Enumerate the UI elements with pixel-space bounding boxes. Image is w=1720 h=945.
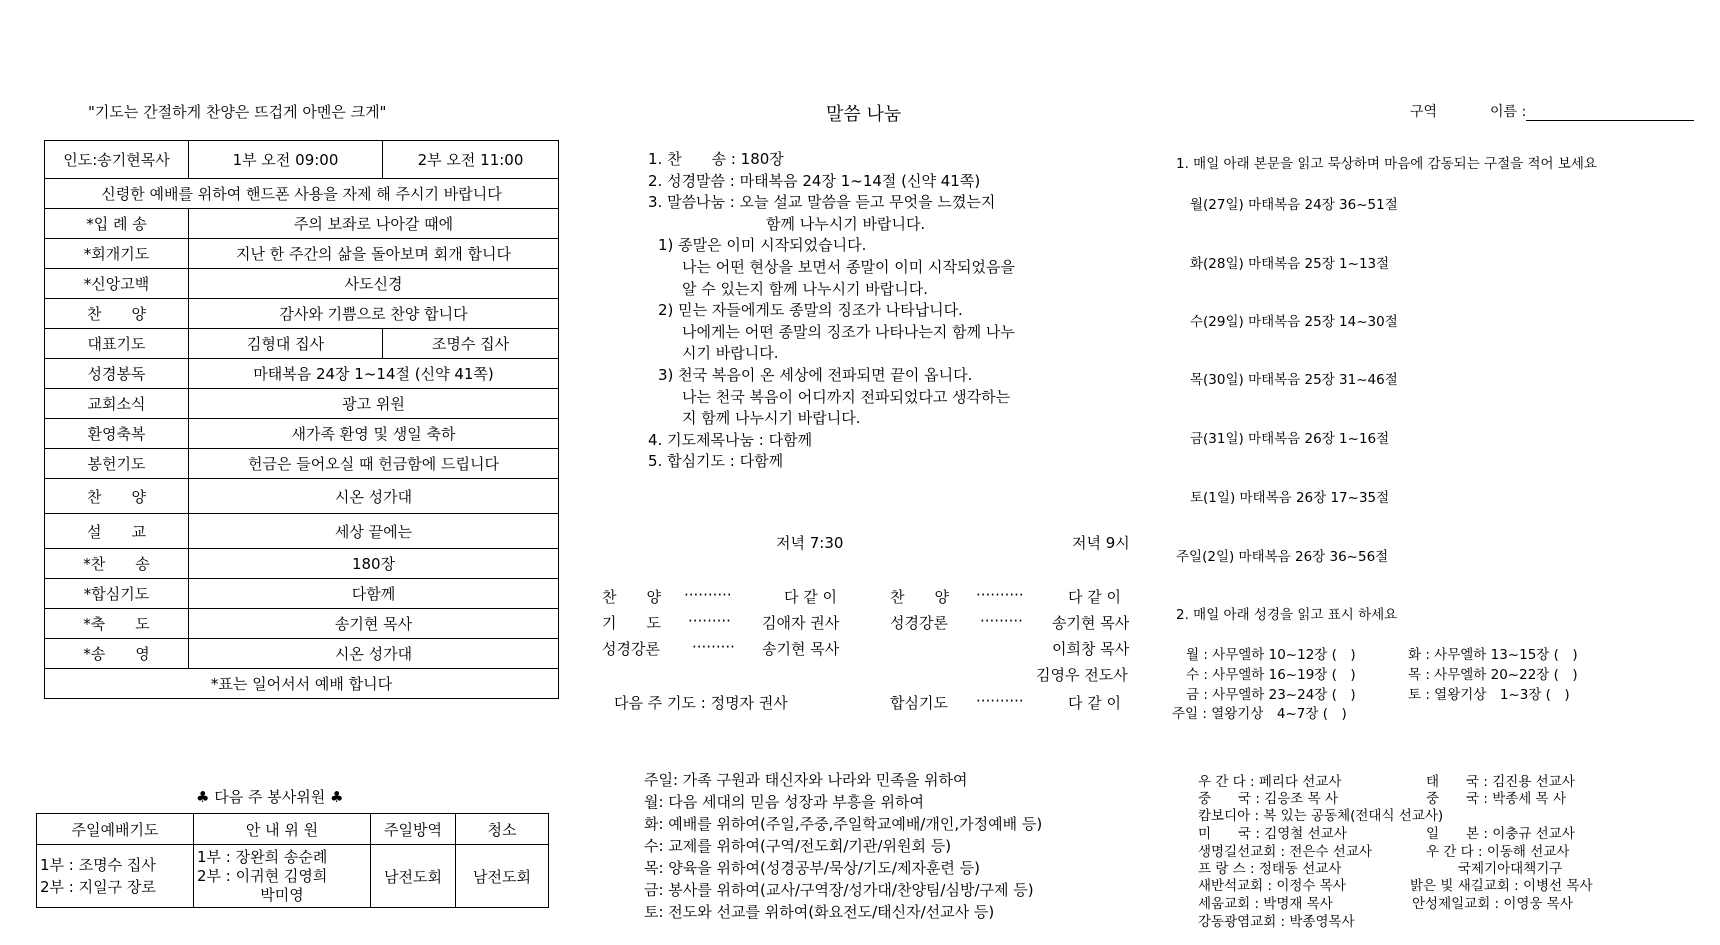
sermon-items xyxy=(648,149,1015,473)
e7-lecture-label: 성경강론 xyxy=(602,640,660,658)
section1-title: 1. 매일 아래 본문을 읽고 묵상하며 마음에 감동되는 구절을 적어 보세요 xyxy=(1176,156,1597,172)
order-row xyxy=(45,579,559,609)
e9-group-dots: ·········· xyxy=(976,692,1024,710)
order-label: *송 영 xyxy=(45,639,189,669)
e9-lecture-value: 송기현 목사 xyxy=(1052,614,1130,632)
volunteer-title: ♣ 다음 주 봉사위원 ♣ xyxy=(196,788,344,806)
order-row xyxy=(45,449,559,479)
order-label: 설 교 xyxy=(45,514,189,549)
volunteer-quarantine: 남전도회 xyxy=(371,845,456,908)
volunteer-header: 주일예배기도 xyxy=(37,814,194,845)
volunteer-prayer-cell xyxy=(37,845,194,908)
checklist-item[interactable]: 화 : 사무엘하 13~15장 ( ) xyxy=(1408,647,1578,663)
missionary: 우 간 다 : 이동해 선교사 xyxy=(1426,844,1570,860)
daily-reading: 주일(2일) 마태복음 26장 36~56절 xyxy=(1176,549,1389,565)
order-label: *축 도 xyxy=(45,609,189,639)
missionary: 세움교회 : 박명재 목사 xyxy=(1198,896,1333,912)
volunteer-guide-1: 1부 : 장완희 송순례 xyxy=(197,847,328,866)
checklist-item[interactable]: 월 : 사무엘하 10~12장 ( ) xyxy=(1186,647,1356,663)
worship-order-table xyxy=(44,140,559,699)
order-value: 마태복음 24장 1~14절 (신약 41쪽) xyxy=(189,359,559,389)
order-label: *회개기도 xyxy=(45,239,189,269)
district-label: 구역 xyxy=(1410,104,1438,120)
volunteer-row xyxy=(37,845,549,908)
order-value: 주의 보좌로 나아갈 때에 xyxy=(189,209,559,239)
volunteer-prayer-1: 1부 : 조명수 집사 xyxy=(40,856,156,874)
order-row xyxy=(45,549,559,579)
e7-prayer-label: 기 도 xyxy=(602,614,661,632)
sermon-item: 1. 찬 송 : 180장 xyxy=(648,150,784,168)
order-value: 송기현 목사 xyxy=(189,609,559,639)
e7-praise-value: 다 같 이 xyxy=(784,588,838,606)
order-row xyxy=(45,209,559,239)
prayer-topics xyxy=(644,769,1042,923)
order-row xyxy=(45,389,559,419)
e7-lecture-dots: ········· xyxy=(692,638,735,656)
e9-praise-value: 다 같 이 xyxy=(1068,588,1122,606)
volunteer-header-row xyxy=(37,814,549,845)
e7-prayer-dots: ········· xyxy=(688,612,731,630)
prayer-topic: 목: 양육을 위하여(성경공부/묵상/기도/제자훈련 등) xyxy=(644,859,981,877)
name-line xyxy=(1526,102,1694,121)
missionary: 중 국 : 김응조 목 사 xyxy=(1198,791,1339,807)
volunteer-prayer-2: 2부 : 지일구 장로 xyxy=(40,878,156,896)
footer-row xyxy=(45,669,559,699)
order-value: 김형대 집사 xyxy=(189,329,383,359)
order-label: *찬 송 xyxy=(45,549,189,579)
service2-cell: 2부 오전 11:00 xyxy=(383,141,559,179)
order-row xyxy=(45,419,559,449)
daily-reading: 월(27일) 마태복음 24장 36~51절 xyxy=(1190,197,1398,213)
sermon-title: 말씀 나눔 xyxy=(826,104,902,125)
e9-extra-1: 이희창 목사 xyxy=(1052,640,1130,658)
order-value: 시온 성가대 xyxy=(189,479,559,514)
next-week-prayer: 다음 주 기도 : 정명자 권사 xyxy=(614,694,788,712)
missionary: 중 국 : 박종세 목 사 xyxy=(1426,791,1567,807)
prayer-topic: 월: 다음 세대의 믿음 성장과 부흥을 위하여 xyxy=(644,793,924,811)
checklist-item[interactable]: 목 : 사무엘하 20~22장 ( ) xyxy=(1408,667,1578,683)
order-row xyxy=(45,514,559,549)
header-row xyxy=(45,141,559,179)
daily-reading: 수(29일) 마태복음 25장 14~30절 xyxy=(1190,314,1398,330)
order-label: *합심기도 xyxy=(45,579,189,609)
footer-note: *표는 일어서서 예배 합니다 xyxy=(45,669,559,699)
order-label: 봉헌기도 xyxy=(45,449,189,479)
order-label: *입 례 송 xyxy=(45,209,189,239)
name-field[interactable] xyxy=(1490,101,1694,121)
missionary: 강동광염교회 : 박종영목사 xyxy=(1198,914,1355,930)
sermon-item: 3) 천국 복음이 온 세상에 전파되면 끝이 옵니다. xyxy=(658,365,973,384)
prayer-topic: 주일: 가족 구원과 태신자와 나라와 민족을 위하여 xyxy=(644,771,968,789)
sermon-item: 함께 나누시기 바랍니다. xyxy=(766,214,926,233)
missionary: 우 간 다 : 페리다 선교사 xyxy=(1198,774,1342,790)
order-row xyxy=(45,239,559,269)
volunteer-guide-2: 2부 : 이귀현 김영희 xyxy=(197,866,328,885)
sermon-item: 2) 믿는 자들에게도 종말의 징조가 나타납니다. xyxy=(658,301,963,320)
e7-praise-dots: ·········· xyxy=(684,586,732,604)
sermon-item: 나에게는 어떤 종말의 징조가 나타나는지 함께 나누 xyxy=(682,322,1015,341)
sermon-item: 나는 어떤 현상을 보면서 종말이 이미 시작되었음을 xyxy=(682,257,1015,276)
order-row xyxy=(45,609,559,639)
volunteer-cleaning: 남전도회 xyxy=(456,845,549,908)
order-row xyxy=(45,479,559,514)
evening7-title: 저녁 7:30 xyxy=(776,534,844,552)
missionary: 프 랑 스 : 정태동 선교사 xyxy=(1198,861,1342,877)
e9-praise-label: 찬 양 xyxy=(890,588,949,606)
missionary: 국제기아대책기구 xyxy=(1458,861,1563,877)
leader-cell: 인도:송기현목사 xyxy=(45,141,189,179)
order-row xyxy=(45,299,559,329)
service1-cell: 1부 오전 09:00 xyxy=(189,141,383,179)
order-label: 성경봉독 xyxy=(45,359,189,389)
order-label: 환영축복 xyxy=(45,419,189,449)
motto: "기도는 간절하게 찬양은 뜨겁게 아멘은 크게" xyxy=(88,103,387,121)
e9-group-label: 합심기도 xyxy=(890,694,948,712)
missionary: 밝은 빛 새길교회 : 이병선 목사 xyxy=(1410,878,1593,894)
sermon-item: 나는 천국 복음이 어디까지 전파되었다고 생각하는 xyxy=(682,387,1011,406)
order-label: 교회소식 xyxy=(45,389,189,419)
daily-reading: 화(28일) 마태복음 25장 1~13절 xyxy=(1190,256,1390,272)
name-label: 이름 : xyxy=(1490,104,1527,120)
sermon-item: 4. 기도제목나눔 : 다함께 xyxy=(648,430,813,449)
volunteer-header: 주일방역 xyxy=(371,814,456,845)
volunteer-guide-3: 박미영 xyxy=(260,885,304,904)
order-value: 180장 xyxy=(189,549,559,579)
missionary: 안성제일교회 : 이영웅 목사 xyxy=(1412,896,1573,912)
daily-reading: 토(1일) 마태복음 26장 17~35절 xyxy=(1190,490,1390,506)
order-value: 시온 성가대 xyxy=(189,639,559,669)
notice-row xyxy=(45,179,559,209)
missionary: 새반석교회 : 이정수 목사 xyxy=(1198,878,1346,894)
missionary: 일 본 : 이충규 선교사 xyxy=(1426,826,1575,842)
checklist-item[interactable]: 수 : 사무엘하 16~19장 ( ) xyxy=(1186,667,1356,683)
e9-praise-dots: ·········· xyxy=(976,586,1024,604)
missionary: 생명길선교회 : 전은수 선교사 xyxy=(1198,844,1372,860)
order-label: 대표기도 xyxy=(45,329,189,359)
volunteer-table xyxy=(36,813,549,908)
prayer-topic: 화: 예배를 위하여(주일,주중,주일학교예배/개인,가정예배 등) xyxy=(644,815,1043,833)
e9-group-value: 다 같 이 xyxy=(1068,694,1122,712)
order-value-2: 조명수 집사 xyxy=(383,329,559,359)
prayer-topic: 수: 교제를 위하여(구역/전도회/기관/위원회 등) xyxy=(644,837,952,855)
volunteer-header: 청소 xyxy=(456,814,549,845)
daily-reading: 목(30일) 마태복음 25장 31~46절 xyxy=(1190,372,1398,388)
order-value: 광고 위원 xyxy=(189,389,559,419)
order-value: 다함께 xyxy=(189,579,559,609)
checklist-item[interactable]: 주일 : 열왕기상 4~7장 ( ) xyxy=(1172,706,1347,722)
order-row xyxy=(45,329,559,359)
prayer-topic: 금: 봉사를 위하여(교사/구역장/성가대/찬양팀/심방/구제 등) xyxy=(644,881,1034,899)
e9-lecture-dots: ········· xyxy=(980,612,1023,630)
sermon-item: 알 수 있는지 함께 나누시기 바랍니다. xyxy=(682,279,928,298)
e9-lecture-label: 성경강론 xyxy=(890,614,948,632)
sermon-item: 5. 합심기도 : 다함께 xyxy=(648,452,784,471)
order-value: 헌금은 들어오실 때 헌금함에 드립니다 xyxy=(189,449,559,479)
prayer-topic: 토: 전도와 선교를 위하여(화요전도/태신자/선교사 등) xyxy=(644,903,995,921)
order-value: 사도신경 xyxy=(189,269,559,299)
order-label: *신앙고백 xyxy=(45,269,189,299)
e7-prayer-value: 김애자 권사 xyxy=(762,614,840,632)
evening9-title: 저녁 9시 xyxy=(1072,534,1130,552)
order-row xyxy=(45,269,559,299)
volunteer-header: 안 내 위 원 xyxy=(194,814,371,845)
daily-reading: 금(31일) 마태복음 26장 1~16절 xyxy=(1190,431,1390,447)
missionary: 캄보디아 : 복 있는 공동체(전대식 선교사) xyxy=(1198,808,1444,824)
sermon-item: 지 함께 나누시기 바랍니다. xyxy=(682,409,861,428)
checklist-item[interactable]: 토 : 열왕기상 1~3장 ( ) xyxy=(1408,687,1570,703)
order-row xyxy=(45,639,559,669)
e7-lecture-value: 송기현 목사 xyxy=(762,640,840,658)
sermon-item: 3. 말씀나눔 : 오늘 설교 말씀을 듣고 무엇을 느꼈는지 xyxy=(648,193,996,212)
section2-title: 2. 매일 아래 성경을 읽고 표시 하세요 xyxy=(1176,607,1398,623)
sermon-item: 시기 바랍니다. xyxy=(682,344,779,363)
order-value: 감사와 기쁨으로 찬양 합니다 xyxy=(189,299,559,329)
sermon-item: 2. 성경말씀 : 마태복음 24장 1~14절 (신약 41쪽) xyxy=(648,171,981,190)
order-value: 새가족 환영 및 생일 축하 xyxy=(189,419,559,449)
volunteer-guides-cell xyxy=(194,845,371,908)
order-label: 찬 양 xyxy=(45,479,189,514)
notice-cell: 신령한 예배를 위하여 핸드폰 사용을 자제 해 주시기 바랍니다 xyxy=(45,179,559,209)
sermon-item: 1) 종말은 이미 시작되었습니다. xyxy=(658,236,867,255)
order-value: 세상 끝에는 xyxy=(189,514,559,549)
e9-extra-2: 김영우 전도사 xyxy=(1036,666,1128,684)
order-label: 찬 양 xyxy=(45,299,189,329)
checklist-item[interactable]: 금 : 사무엘하 23~24장 ( ) xyxy=(1186,687,1356,703)
missionary: 미 국 : 김영철 선교사 xyxy=(1198,826,1347,842)
e7-praise-label: 찬 양 xyxy=(602,588,661,606)
missionary: 태 국 : 김진용 선교사 xyxy=(1426,774,1575,790)
order-row xyxy=(45,359,559,389)
order-value: 지난 한 주간의 삶을 돌아보며 회개 합니다 xyxy=(189,239,559,269)
